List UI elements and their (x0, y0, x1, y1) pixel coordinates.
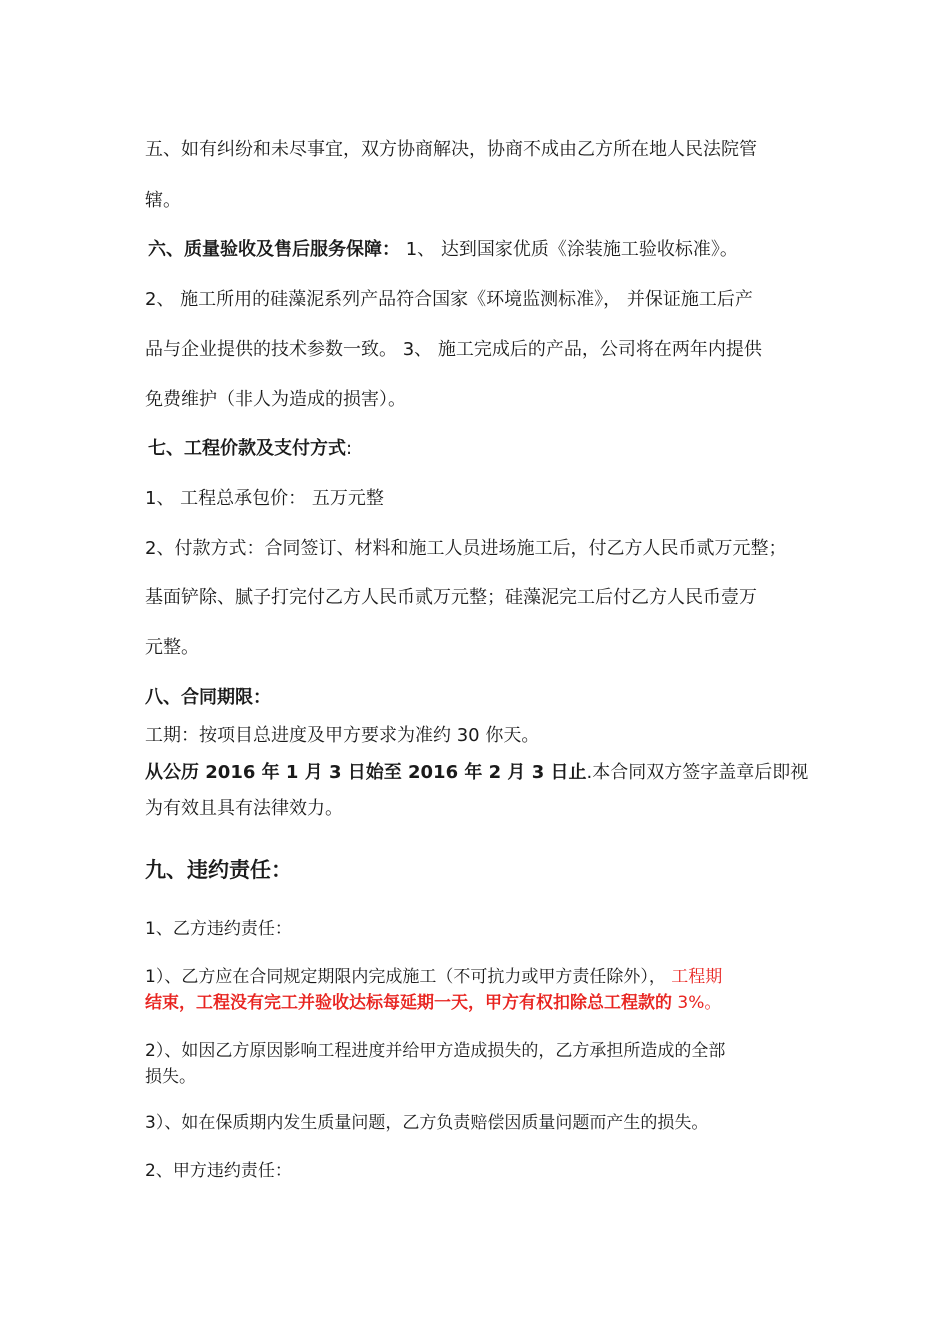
section7-title-colon: : (346, 438, 353, 459)
section6-title: 六、质量验收及售后服务保障： (148, 239, 400, 260)
section8-period: 从公历 2016 年 1 月 3 日始至 2016 年 2 月 3 日止 (145, 762, 587, 783)
section6-line1 (148, 238, 738, 262)
section7-line3: 基面铲除、腻子打完付乙方人民币贰万元整；硅藻泥完工后付乙方人民币壹万 (145, 587, 757, 608)
section8-line2 (145, 761, 808, 785)
section9-item2-line2: 损失。 (145, 1067, 196, 1087)
section5-line2: 辖。 (145, 190, 181, 211)
section9-item1-text: 1）、乙方应在合同规定期限内完成施工（不可抗力或甲方责任除外）， (145, 967, 666, 987)
section8-line1: 工期：按项目总进度及甲方要求为准约 30 你天。 (145, 725, 540, 746)
section8-title: 八、合同期限： (145, 687, 271, 708)
section6-line2: 2、 施工所用的硅藻泥系列产品符合国家《环境监测标准》， 并保证施工后产 (145, 289, 753, 310)
section5-line1: 五、如有纠纷和未尽事宜，双方协商解决，协商不成由乙方所在地人民法院管 (145, 139, 757, 160)
section6-line4: 免费维护（非人为造成的损害）。 (145, 389, 406, 410)
section9-item1-penalty: 结束，工程没有完工并验收达标每延期一天，甲方有权扣除总工程款的 (145, 993, 672, 1013)
section8-line2-rest: .本合同双方签字盖章后即视 (586, 762, 809, 783)
section7-heading (148, 437, 352, 461)
section6-item1: 1、 达到国家优质《涂装施工验收标准》。 (400, 239, 738, 260)
section9-item1-line2 (145, 991, 721, 1015)
section9-item3: 3）、如在保质期内发生质量问题，乙方负责赔偿因质量问题而产生的损失。 (145, 1113, 709, 1133)
section9-title: 九、违约责任： (145, 858, 292, 882)
section9-item1-red: 工程期 (665, 967, 723, 987)
section7-title: 七、工程价款及支付方式 (148, 438, 346, 459)
section7-line1: 1、 工程总承包价： 五万元整 (145, 488, 384, 509)
section7-line2: 2、付款方式：合同签订、材料和施工人员进场施工后，付乙方人民币贰万元整； (145, 538, 787, 559)
section9-item1-penalty-rate: 3%。 (672, 993, 722, 1013)
section7-line4: 元整。 (145, 637, 199, 658)
section9-item1-line1 (145, 965, 722, 989)
section8-line3: 为有效且具有法律效力。 (145, 798, 343, 819)
section9-sub2: 2、甲方违约责任： (145, 1161, 292, 1181)
section6-line3: 品与企业提供的技术参数一致。 3、 施工完成后的产品，公司将在两年内提供 (145, 339, 762, 360)
section9-sub1: 1、乙方违约责任： (145, 919, 292, 939)
section9-item2-line1: 2）、如因乙方原因影响工程进度并给甲方造成损失的，乙方承担所造成的全部 (145, 1041, 726, 1061)
